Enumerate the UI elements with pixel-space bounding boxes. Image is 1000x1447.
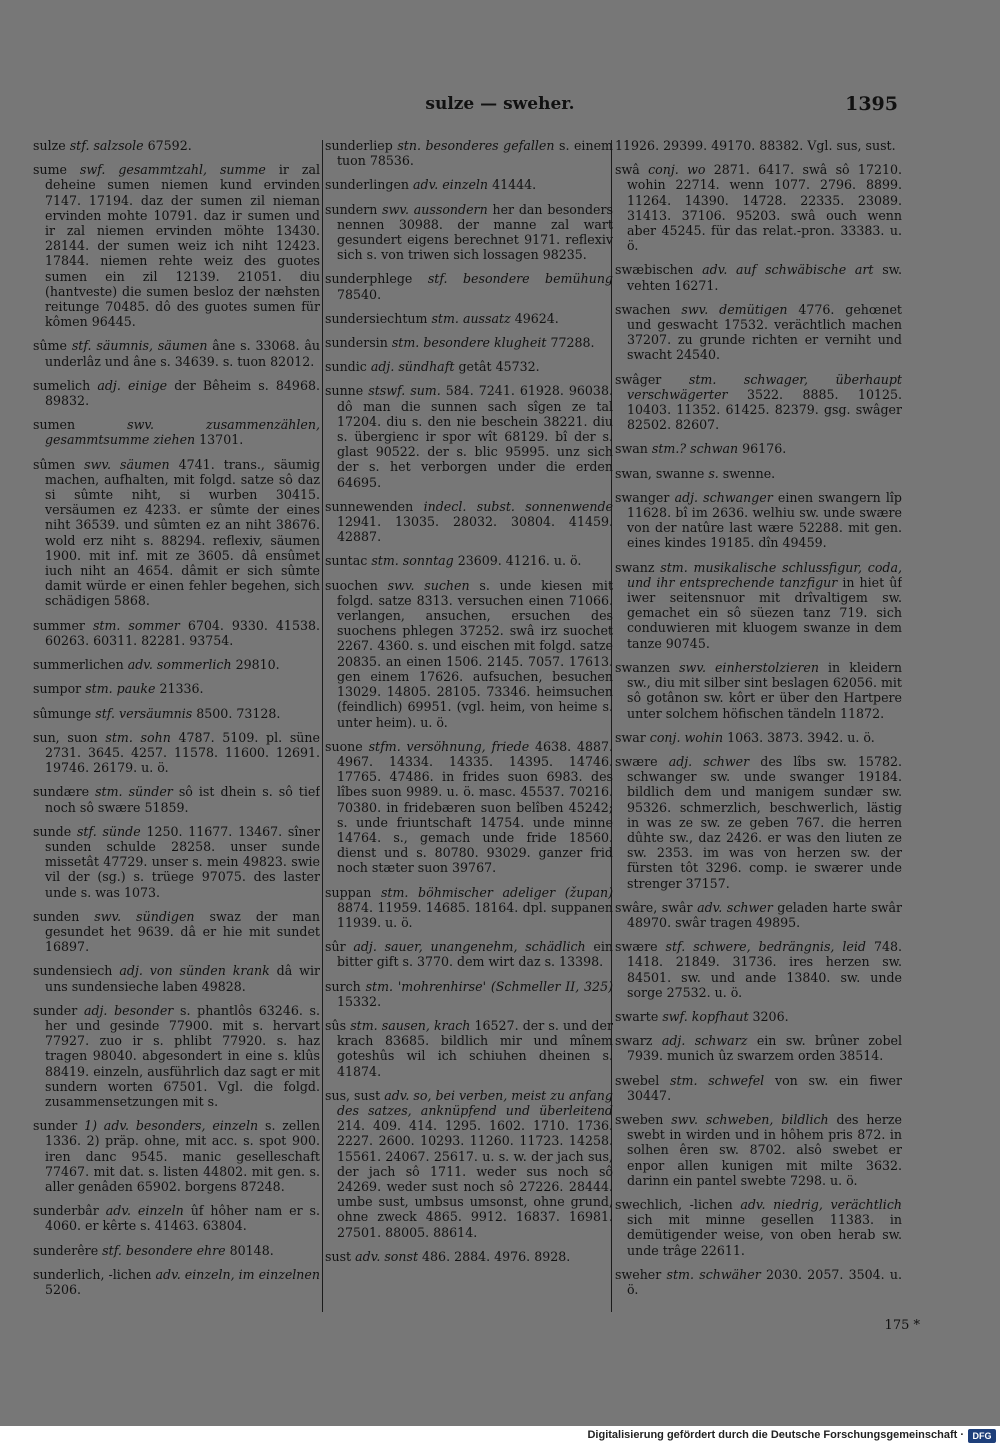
dictionary-entry bbox=[33, 909, 320, 955]
entry-citations: ûf hôher nam er s. 4060. er kêrte s. 41463. 63804. bbox=[45, 1203, 320, 1234]
dfg-logo-icon: DFG bbox=[968, 1429, 996, 1443]
entry-headword: sundære bbox=[33, 784, 90, 800]
entry-citations: dâ wir uns sundensieche laben 49828. bbox=[45, 963, 320, 994]
entry-headword: sunderliep bbox=[325, 138, 393, 153]
dictionary-entry bbox=[615, 162, 902, 253]
dictionary-entry bbox=[33, 681, 320, 696]
dictionary-entry bbox=[325, 383, 613, 489]
entry-gloss: adv. einzeln bbox=[413, 177, 489, 193]
entry-headword: sundern bbox=[325, 201, 378, 217]
entry-gloss: stm. besondere klugheit bbox=[391, 335, 547, 351]
entry-gloss: adj. schwarz bbox=[661, 1033, 748, 1049]
entry-citations: s. einem tuon 78536. bbox=[337, 138, 613, 169]
entry-citations: sich mit minne gesellen 11383. in demütigender weise, von oben herab sw. unde trâge 22611. bbox=[627, 1212, 902, 1258]
entry-gloss: swf. kopfhaut bbox=[662, 1008, 749, 1024]
entry-citations: 214. 409. 414. 1295. 1602. 1710. 1736. 2227. 2600. 10293. 11260. 11723. 14258. 15561. 24067. 25617. u. s. w. der jach sus, der jach sô 1711. weder sus noch sô 24269. weder sust noch sô 27226. 28444. umbe sust, umbsus umsonst, ohne grund, ohne zweck 4865. 9912. 16837. 16981. 27501. 88005. 88614. bbox=[337, 1118, 613, 1240]
entry-gloss: stf. versäumnis bbox=[95, 705, 193, 721]
entry-citations: 23609. 41216. u. ö. bbox=[457, 553, 582, 569]
entry-gloss: stm. schwefel bbox=[670, 1072, 765, 1088]
entry-citations: einen swangern lîp 11628. bî im 2636. welhiu sw. unde swære von der natûre last wære 52288. mit gen. eines kindes 19185. dîn 49459. bbox=[627, 489, 902, 551]
entry-headword: sust bbox=[325, 1248, 352, 1264]
dictionary-entry bbox=[33, 657, 320, 672]
entry-headword: suppan bbox=[325, 884, 372, 900]
dictionary-entry bbox=[33, 417, 320, 447]
entry-citations: 21336. bbox=[159, 681, 204, 697]
dictionary-entry bbox=[33, 1267, 320, 1297]
dictionary-entry bbox=[325, 202, 613, 263]
entry-citations: 13701. bbox=[199, 432, 244, 448]
dictionary-entry bbox=[33, 162, 320, 329]
entry-gloss: stfm. versöhnung, friede bbox=[368, 738, 530, 754]
entry-citations: 2030. 2057. 3504. u. ö. bbox=[627, 1266, 902, 1297]
entry-headword: swebel bbox=[615, 1072, 660, 1088]
entry-headword: swanzen bbox=[615, 659, 671, 675]
dictionary-entry bbox=[615, 660, 902, 721]
page-number: 1395 bbox=[845, 93, 898, 115]
entry-citations: 1063. 3873. 3942. u. ö. bbox=[727, 729, 875, 745]
entry-citations: des lîbs sw. 15782. schwanger sw. unde swanger 19184. bildlich dem und manigem sundær sw. 95326. schmerzlich, beschwerlich, lästig in was ze sw. ze geben 767. die herren dûhte sw., daz 2426. er was den liuten ze sw. 2353. im was von herzen sw. der fürsten tôt 3296. comp. ie swærer unde strenger 37157. bbox=[627, 753, 902, 891]
entry-citations: ein sw. brûner zobel 7939. munich ûz swarzem orden 38514. bbox=[627, 1033, 902, 1064]
dictionary-entry bbox=[325, 177, 613, 192]
entry-gloss: stm. pauke bbox=[85, 681, 156, 697]
entry-citations: 11926. 29399. 49170. 88382. Vgl. sus, sust. bbox=[615, 138, 896, 153]
entry-citations: 96176. bbox=[742, 441, 787, 457]
entry-gloss: stm. schwager, überhaupt verschwägerter bbox=[627, 371, 902, 402]
dictionary-entry bbox=[33, 730, 320, 776]
entry-gloss: adv. einzeln bbox=[105, 1203, 184, 1219]
dictionary-entry bbox=[33, 1003, 320, 1109]
entry-gloss: stf. säumnis, säumen bbox=[71, 338, 208, 354]
entry-headword: swære bbox=[615, 753, 658, 769]
entry-citations: der Bêheim s. 84968. 89832. bbox=[45, 377, 320, 409]
entry-headword: sûs bbox=[325, 1017, 347, 1033]
dictionary-entry bbox=[33, 824, 320, 900]
dictionary-entry bbox=[615, 560, 902, 651]
entry-headword: suntac bbox=[325, 553, 368, 569]
entry-gloss: swv. demütigen bbox=[681, 301, 788, 317]
entry-headword: summerlichen bbox=[33, 657, 124, 673]
entry-citations: 3522. 8885. 10125. 10403. 11352. 61425. 82379. gsg. swâger 82502. 82607. bbox=[627, 386, 902, 433]
entry-citations: geladen harte swâr 48970. swâr tragen 49895. bbox=[627, 899, 902, 930]
entry-gloss: swv. säumen bbox=[84, 456, 170, 472]
entry-gloss: 1) adv. besonders, einzeln bbox=[84, 1118, 259, 1134]
dictionary-entry bbox=[33, 1243, 320, 1258]
entry-citations: 16527. der s. und der krach 83685. bildlich mir und mînem goteshûs wil ich schiuhen dheinen s. 41874. bbox=[337, 1017, 613, 1079]
dictionary-entry bbox=[325, 1088, 613, 1240]
entry-gloss: stf. salzsole bbox=[69, 138, 144, 153]
signature-mark: 175 * bbox=[884, 1318, 920, 1333]
dictionary-entry bbox=[325, 578, 613, 730]
entry-citations: 584. 7241. 61928. 96038. dô man die sunnen sach sîgen ze tal 17204. diu s. den nie beschein 38221. diu s. übergienc ir spor wît 68129. bî der s. glast 90522. der s. blic 95995. unz sich der s. het verborgen under die erden 64695. bbox=[337, 383, 613, 490]
footer-bar bbox=[0, 1426, 1000, 1447]
entry-citations: 8874. 11959. 14685. 18164. dpl. suppanen 11939. u. ö. bbox=[337, 899, 613, 930]
dictionary-entry bbox=[325, 335, 613, 350]
entry-headword: swechlich, -lichen bbox=[615, 1196, 733, 1212]
entry-citations: âne s. 33068. âu underlâz und âne s. 34639. s. tuon 82012. bbox=[45, 338, 320, 369]
entry-gloss: adj. sündhaft bbox=[370, 359, 455, 375]
dictionary-entry bbox=[33, 706, 320, 721]
entry-gloss: adv. so, bei verben, meist zu anfang des satzes, anknüpfend und überleitend bbox=[337, 1087, 613, 1118]
entry-headword: sweher bbox=[615, 1266, 662, 1282]
dictionary-entry bbox=[325, 271, 613, 301]
entry-headword: swâ bbox=[615, 162, 640, 178]
entry-headword: sundensiech bbox=[33, 963, 113, 979]
running-head: sulze — sweher. bbox=[425, 94, 575, 114]
entry-headword: sûr bbox=[325, 939, 346, 955]
entry-headword: sulze bbox=[33, 138, 66, 153]
entry-headword: sume bbox=[33, 162, 67, 178]
entry-headword: sunder bbox=[33, 1118, 78, 1134]
entry-gloss: swv. suchen bbox=[387, 577, 470, 593]
entry-citations: her dan besonders nennen 30988. der manne zal wart gesundert eigens berechnet 9171. reflexiv sich s. von triwen sich lossagen 98235. bbox=[337, 201, 613, 263]
entry-citations: 5206. bbox=[45, 1282, 82, 1297]
entry-gloss: swv. zusammenzählen, gesammtsumme ziehen bbox=[45, 417, 320, 448]
column-rule bbox=[322, 140, 323, 1312]
entry-headword: suochen bbox=[325, 577, 378, 593]
entry-citations: in kleidern sw., diu mit silber sint beslagen 62056. mit sô gotânon sw. kôrt er über den Hartpere unter solchem höfischen tändeln 11872. bbox=[627, 659, 902, 721]
entry-headword: sumelich bbox=[33, 377, 91, 393]
entry-citations: 4787. 5109. pl. süne 2731. 3645. 4257. 11578. 11600. 12691. 19746. 26179. u. ö. bbox=[45, 729, 320, 776]
dictionary-entry bbox=[325, 138, 613, 168]
dictionary-entry bbox=[615, 1112, 902, 1188]
entry-headword: sûmen bbox=[33, 456, 76, 472]
entry-citations: 2871. 6417. swâ sô 17210. wohin 22714. wenn 1077. 2796. 8899. 11264. 14390. 14728. 22335. 23089. 31413. 37106. 95203. swâ ouch wenn aber 45245. für das relat.-pron. 33383. u. ö. bbox=[627, 162, 902, 254]
dictionary-entry bbox=[615, 262, 902, 292]
entry-gloss: adv. sommerlich bbox=[127, 657, 232, 673]
entry-citations: swaz der man gesundet het 9639. dâ er hie mit sundet 16897. bbox=[45, 908, 320, 955]
entry-gloss: stf. besondere bemühung bbox=[427, 271, 613, 287]
dictionary-entry bbox=[33, 457, 320, 609]
dictionary-entry bbox=[33, 1203, 320, 1233]
dictionary-entry bbox=[325, 553, 613, 568]
entry-citations: 486. 2884. 4976. 8928. bbox=[422, 1248, 571, 1264]
dictionary-entry bbox=[615, 138, 902, 153]
entry-gloss: stm. aussatz bbox=[431, 310, 511, 326]
column-left bbox=[33, 138, 320, 1313]
entry-gloss: adj. sauer, unangenehm, schädlich bbox=[353, 939, 586, 955]
dictionary-entry bbox=[615, 900, 902, 930]
entry-gloss: adv. sonst bbox=[355, 1248, 419, 1264]
entry-citations: des herze swebt in wirden und in hôhem pris 872. in solhen êren sw. 8702. alsô swebet er enpor allen kunigen mit milte 3632. darinn ein pantel swebte 7298. u. ö. bbox=[627, 1111, 902, 1188]
entry-headword: sundic bbox=[325, 359, 367, 375]
entry-headword: suone bbox=[325, 738, 363, 754]
entry-gloss: stf. sünde bbox=[76, 823, 141, 839]
entry-citations: s. unde kiesen mit folgd. satze 8313. versuchen einen 71066. verlangen, ansuchen, ersuchen des suochens phlegen 37252. swâ irz suochet 2267. 4360. s. und eischen mit folgd. satze 20835. an einen 1506. 2145. 7057. 17613. gen einem 17626. aufsuchen, besuchen 13029. 14805. 28105. 73346. heimsuchen (feindlich) 69951. (vgl. heim, von heime s. unter heim). u. ö. bbox=[337, 577, 613, 730]
entry-headword: swarte bbox=[615, 1008, 659, 1024]
entry-headword: swarz bbox=[615, 1033, 653, 1049]
entry-gloss: stm. sausen, krach bbox=[350, 1017, 471, 1033]
dictionary-entry bbox=[615, 1009, 902, 1024]
entry-gloss: adv. auf schwäbische art bbox=[702, 262, 874, 278]
entry-headword: sunne bbox=[325, 383, 364, 399]
entry-gloss: stm. sommer bbox=[92, 617, 180, 633]
entry-citations: 1250. 11677. 13467. sîner sunden schulde 28258. unser sunde missetât 47729. unser s. mein 49823. swie vil der (sg.) s. trüege 97075. des laster unde s. was 1073. bbox=[45, 823, 320, 900]
dictionary-entry bbox=[325, 311, 613, 326]
entry-headword: sûmunge bbox=[33, 705, 92, 721]
dictionary-entry bbox=[33, 378, 320, 408]
dictionary-entry bbox=[325, 359, 613, 374]
dictionary-entry bbox=[615, 302, 902, 363]
entry-headword: sumpor bbox=[33, 681, 82, 697]
entry-citations: 29810. bbox=[235, 657, 280, 673]
entry-headword: sûme bbox=[33, 338, 67, 354]
entry-gloss: adv. niedrig, verächtlich bbox=[740, 1196, 902, 1212]
dictionary-entry bbox=[33, 138, 320, 153]
entry-citations: 12941. 13035. 28032. 30804. 41459. 42887. bbox=[337, 514, 613, 545]
entry-gloss: adv. einzeln, im einzelnen bbox=[155, 1266, 320, 1282]
entry-gloss: stm. schwäher bbox=[666, 1266, 761, 1282]
entry-gloss: indecl. subst. sonnenwende bbox=[423, 498, 613, 514]
dictionary-entry bbox=[615, 441, 902, 456]
entry-headword: sunde bbox=[33, 823, 72, 839]
entry-headword: sunderbâr bbox=[33, 1203, 99, 1219]
entry-gloss: stm. musikalische schlussfigur, coda, und ihr entsprechende tanzfigur bbox=[627, 559, 902, 590]
entry-gloss: stm. sonntag bbox=[371, 553, 454, 569]
entry-citations: 80148. bbox=[229, 1242, 274, 1258]
dictionary-entry bbox=[325, 739, 613, 876]
entry-headword: sundersin bbox=[325, 335, 388, 351]
entry-citations: ir zal deheine sumen niemen kund ervinden 7147. 17194. daz der sumen zil nieman ervinden mohte 10791. daz ir sumen und ir zal niemen ervinden möhte 13430. 28144. der sumen weiz ich niht 12423. 17844. niemen rehte weiz des guotes sumen ein zil 12139. 21051. diu (hantveste) die sumen besloz der næhsten reitunge 70485. dô des guotes sumen für kômen 96445. bbox=[45, 162, 320, 330]
entry-citations: 4776. gehœnet und geswacht 17532. verächtlich machen 37207. zu grunde richten er verniht und swacht 24540. bbox=[627, 301, 902, 363]
entry-citations: ein bitter gift s. 3770. dem wirt daz s. 13398. bbox=[337, 939, 613, 970]
entry-headword: swæbischen bbox=[615, 262, 694, 278]
entry-gloss: adv. schwer bbox=[697, 899, 773, 915]
entry-headword: swâger bbox=[615, 371, 662, 387]
dictionary-entry bbox=[615, 466, 902, 481]
dictionary-entry bbox=[325, 979, 613, 1009]
entry-headword: swanger bbox=[615, 489, 670, 505]
entry-headword: swan bbox=[615, 441, 648, 457]
entry-headword: sunderphlege bbox=[325, 271, 413, 287]
entry-citations: 67592. bbox=[147, 138, 192, 153]
entry-citations: 4638. 4887. 4967. 14334. 14335. 14395. 14746. 17765. 47486. in frides suon 6983. des lîbes suon 9989. u. ö. masc. 45537. 70216. 70380. in fridebæren suon belîben 45242; s. unde friuntschaft 14754. unde minne 14764. s., gemach unde fride 18560. dienst und s. 80780. 93029. ganzer frid noch stæter suon 39767. bbox=[337, 738, 613, 876]
dictionary-entry bbox=[615, 1073, 902, 1103]
dictionary-entry bbox=[615, 754, 902, 891]
entry-headword: sunderêre bbox=[33, 1242, 99, 1258]
column-right bbox=[615, 138, 902, 1313]
dictionary-entry bbox=[325, 499, 613, 545]
entry-gloss: stm. böhmischer adeliger (župan) bbox=[380, 884, 613, 900]
entry-gloss: adj. von sünden krank bbox=[119, 963, 270, 979]
dictionary-entry bbox=[615, 1033, 902, 1063]
entry-headword: sweben bbox=[615, 1111, 664, 1127]
funding-note: Digitalisierung gefördert durch die Deutsche Forschungsgemeinschaft · bbox=[587, 1429, 964, 1441]
entry-gloss: stf. besondere ehre bbox=[102, 1242, 226, 1258]
entry-gloss: swv. schweben, bildlich bbox=[671, 1111, 829, 1127]
dictionary-entry bbox=[33, 338, 320, 368]
entry-headword: summer bbox=[33, 617, 85, 633]
entry-citations: getât 45732. bbox=[458, 359, 540, 375]
entry-citations: sô ist dhein s. sô tief noch sô swære 51859. bbox=[45, 784, 320, 815]
entry-citations: s. phantlôs 63246. s. her und gesinde 77900. mit s. hervart 77927. zuo ir s. phlibt 77920. s. haz tragen 98040. abgesondert in eine s. klûs 88419. einzeln, ausführlich daz sagt er mit sundern worten 67501. Vgl. die folgd. zusammensetzungen mit s. bbox=[45, 1002, 320, 1109]
column-middle bbox=[325, 138, 613, 1313]
dictionary-entry bbox=[325, 939, 613, 969]
entry-gloss: conj. wohin bbox=[649, 729, 724, 745]
entry-gloss: adj. besonder bbox=[83, 1002, 174, 1018]
entry-gloss: stf. schwere, bedrängnis, leid bbox=[665, 939, 866, 955]
entry-headword: swachen bbox=[615, 301, 671, 317]
entry-citations: 77288. bbox=[550, 335, 595, 351]
entry-headword: surch bbox=[325, 978, 361, 994]
entry-headword: swan, swanne bbox=[615, 465, 705, 481]
entry-citations: s. zellen 1336. 2) präp. ohne, mit acc. s. spot 900. iren danc 9545. manic geselleschaft 77467. mit dat. s. listen 44802. mit gen. s. aller genâden 65902. borgens 87248. bbox=[45, 1118, 320, 1194]
dictionary-entry bbox=[615, 490, 902, 551]
entry-gloss: adj. schwanger bbox=[674, 489, 773, 505]
dictionary-entry bbox=[33, 963, 320, 993]
entry-gloss: stm. sohn bbox=[105, 729, 171, 745]
entry-citations: sw. vehten 16271. bbox=[627, 262, 902, 293]
entry-citations: 15332. bbox=[337, 993, 382, 1009]
entry-gloss: stn. besonderes gefallen bbox=[397, 138, 555, 153]
entry-headword: sun, suon bbox=[33, 729, 98, 745]
entry-headword: swâre, swâr bbox=[615, 899, 693, 915]
entry-headword: swar bbox=[615, 729, 646, 745]
entry-citations: 3206. bbox=[752, 1008, 789, 1024]
dictionary-entry bbox=[33, 784, 320, 814]
entry-headword: sunnewenden bbox=[325, 498, 414, 514]
dictionary-entry bbox=[615, 1197, 902, 1258]
entry-gloss: swv. sündigen bbox=[94, 908, 195, 924]
entry-citations: von sw. ein fiwer 30447. bbox=[627, 1072, 902, 1103]
entry-headword: sunderlich, -lichen bbox=[33, 1266, 152, 1282]
entry-headword: sumen bbox=[33, 417, 76, 433]
entry-gloss: stm.? schwan bbox=[651, 441, 739, 457]
entry-citations: 6704. 9330. 41538. 60263. 60311. 82281. 93754. bbox=[45, 617, 320, 648]
entry-citations: 78540. bbox=[337, 286, 382, 302]
entry-gloss: swf. gesammtzahl, summe bbox=[79, 162, 266, 178]
entry-headword: sundersiechtum bbox=[325, 310, 428, 326]
entry-citations: 49624. bbox=[514, 310, 559, 326]
entry-headword: sus, sust bbox=[325, 1087, 381, 1103]
dictionary-entry bbox=[33, 1118, 320, 1194]
dictionary-entry bbox=[615, 939, 902, 1000]
entry-citations: in hiet ûf iwer seitensnuor mit drîvaltigem sw. gemachet ein sô süezen tanz 719. sich conduwieren mit kluogem swanze in dem tanze 90745. bbox=[627, 574, 902, 651]
entry-gloss: adj. einige bbox=[97, 377, 168, 393]
entry-headword: sunder bbox=[33, 1002, 78, 1018]
entry-gloss: s. bbox=[708, 465, 719, 481]
entry-gloss: stm. sünder bbox=[95, 784, 173, 800]
dictionary-entry bbox=[615, 372, 902, 433]
entry-headword: swære bbox=[615, 939, 658, 955]
entry-headword: swanz bbox=[615, 559, 655, 575]
entry-headword: sunden bbox=[33, 908, 80, 924]
dictionary-entry bbox=[325, 885, 613, 931]
entry-citations: swenne. bbox=[722, 465, 776, 481]
entry-gloss: swv. einherstolzieren bbox=[679, 659, 819, 675]
entry-citations: 8500. 73128. bbox=[196, 705, 281, 721]
entry-gloss: adj. schwer bbox=[668, 753, 750, 769]
entry-headword: sunderlingen bbox=[325, 177, 410, 193]
dictionary-entry bbox=[325, 1018, 613, 1079]
dictionary-entry bbox=[615, 730, 902, 745]
entry-gloss: stswf. sum. bbox=[368, 383, 441, 399]
dictionary-entry bbox=[615, 1267, 902, 1297]
entry-citations: 748. 1418. 21849. 31736. ires herzen sw. 84501. sw. und ande 13840. sw. unde sorge 27532. u. ö. bbox=[627, 939, 902, 1000]
entry-citations: 41444. bbox=[492, 177, 537, 193]
entry-gloss: swv. aussondern bbox=[382, 201, 488, 217]
entry-gloss: conj. wo bbox=[648, 162, 706, 178]
entry-gloss: stm. 'mohrenhirse' (Schmeller II, 325) bbox=[365, 978, 613, 994]
entry-citations: 4741. trans., säumig machen, aufhalten, mit folgd. satze sô daz si sûmte niht, si wurben 30415. versäumen ez 4233. er sûmte der eines niht 36539. und sûmten ez an niht 38676. wold erz niht s. 88294. reflexiv, säumen 1900. mit inf. mit ze 3605. dâ ensûmet iuch niht an 4654. dâmit er sich sûmte damit würde er einen fehler begehen, sich schädigen 5868. bbox=[45, 456, 320, 609]
dictionary-entry bbox=[325, 1249, 613, 1264]
dictionary-entry bbox=[33, 618, 320, 648]
